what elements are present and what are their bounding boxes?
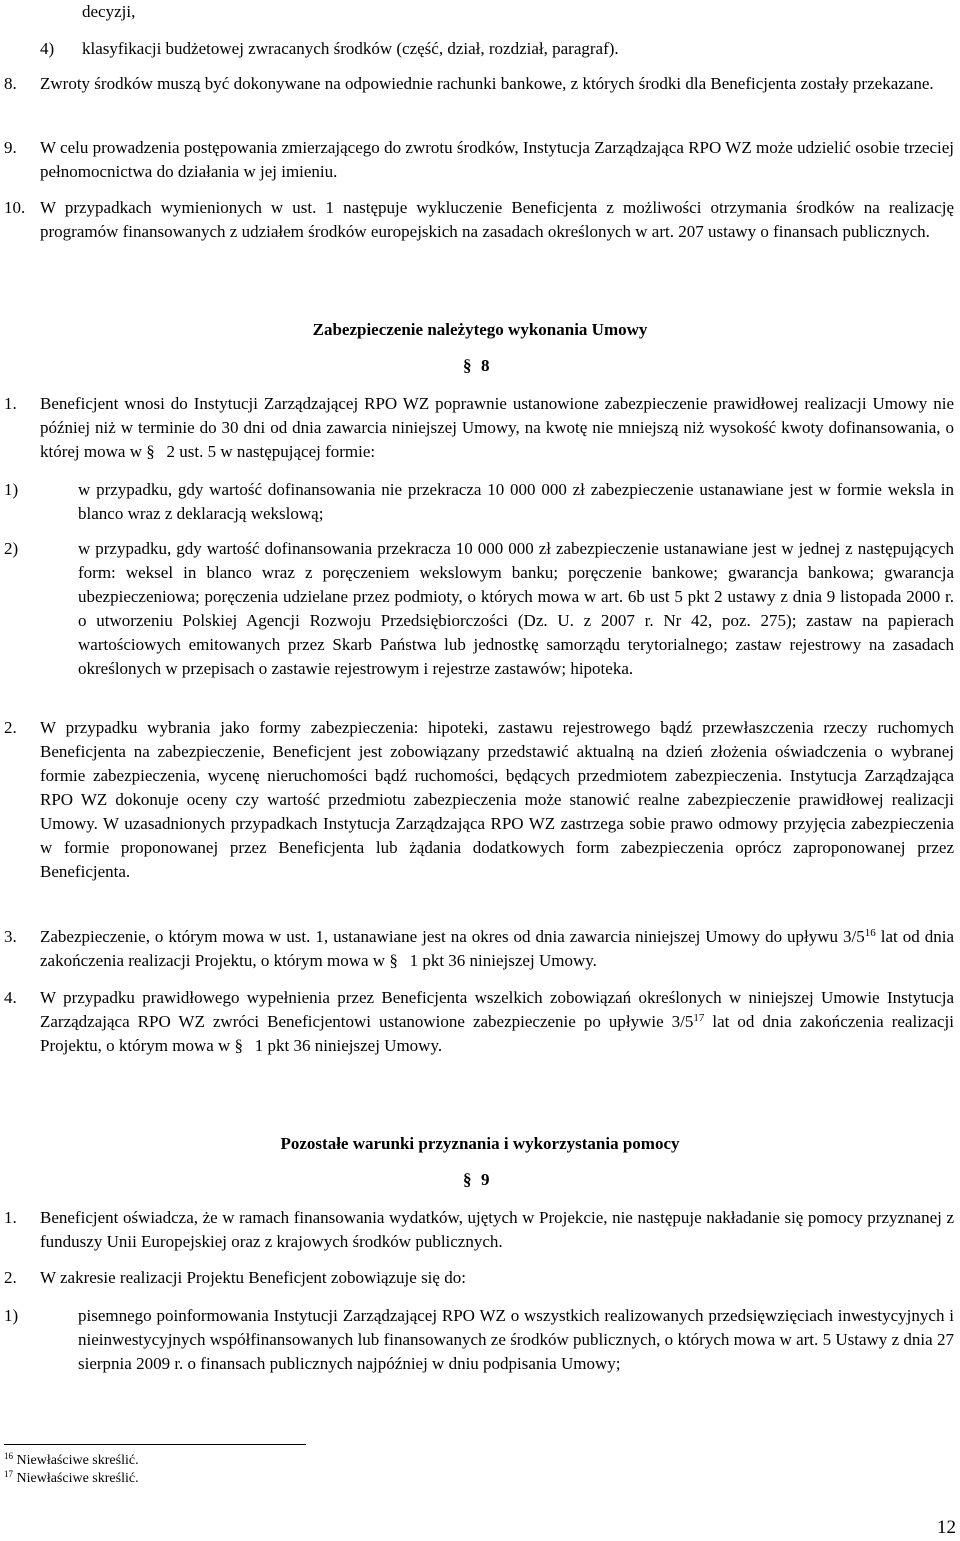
section-number-value: 8 — [481, 356, 490, 375]
point-number: 1. — [4, 1208, 17, 1227]
list-text: klasyfikacji budżetowej zwracanych środków (część, dział, rozdział, paragraf). — [82, 39, 619, 58]
point-number: 2. — [4, 1268, 17, 1287]
list-item-8 — [4, 72, 954, 96]
footnote-text: Niewłaściwe skreślić. — [16, 1471, 139, 1486]
list-item-4 — [40, 37, 942, 61]
list-number: 4) — [40, 39, 55, 58]
point-number: 3. — [4, 927, 17, 946]
footnote-separator — [4, 1444, 306, 1445]
list-number: 9. — [4, 138, 17, 157]
section-number-value: 9 — [481, 1170, 490, 1189]
subpoint-text: w przypadku, gdy wartość dofinansowania nie przekracza 10 000 000 zł zabezpieczenie ustanawiane jest w formie weksla in blanco wraz z deklaracją wekslową; — [78, 480, 954, 523]
section-number — [463, 354, 490, 378]
footnote-number: 16 — [4, 1451, 13, 1461]
paragraph-reference: 1 pkt 36 niniejszej Umowy. — [409, 951, 597, 970]
section-title: Pozostałe warunki przyznania i wykorzystania pomocy — [280, 1134, 680, 1153]
subpoint-number: 1) — [4, 480, 19, 499]
point-text: Zabezpieczenie, o którym mowa w ust. 1, ustanawiane jest na okres od dnia zawarcia niniejszej Umowy do upływu 3/5 — [40, 927, 865, 946]
footnote-reference: 17 — [693, 1012, 705, 1024]
section8-point-4 — [4, 986, 954, 1058]
paragraph-reference: 2 ust. 5 w następującej formie: — [166, 442, 376, 461]
section8-subpoint-2 — [4, 537, 954, 681]
list-text: W celu prowadzenia postępowania zmierzającego do zwrotu środków, Instytucja Zarządzająca RPO WZ może udzielić osobie trzeciej pełnomocnictwa do działania w jej imieniu. — [40, 138, 954, 181]
section9-point-1 — [4, 1206, 954, 1254]
point-text-continued: lat od dnia zakończenia realizacji Projektu, o którym mowa w — [40, 927, 955, 970]
point-number: 1. — [4, 394, 17, 413]
continuation-line: decyzji, — [82, 2, 136, 21]
point-text: W zakresie realizacji Projektu Beneficjent zobowiązuje się do: — [40, 1268, 466, 1287]
paragraph-symbol-icon: § — [234, 1036, 244, 1055]
list-item-10 — [4, 196, 954, 244]
section8-point-3 — [4, 925, 954, 973]
section8-point-2 — [4, 716, 954, 884]
point-text: W przypadku wybrania jako formy zabezpieczenia: hipoteki, zastawu rejestrowego bądź przewłaszczenia rzeczy ruchomych Beneficjenta na zabezpieczenie, Beneficjent jest zobowiązany przedstawić aktualną na dzień złożenia oświadczenia o wybranej formie zabezpieczenia, wycenę nieruchomości bądź ruchomości, będących przedmiotem zabezpieczenia. Instytucja Zarządzająca RPO WZ dokonuje oceny czy wartość przedmiotu zabezpieczenia może stanowić realne zabezpieczenie prawidłowej realizacji Umowy. W uzasadnionych przypadkach Instytucja Zarządzająca RPO WZ zastrzega sobie prawo odmowy przyjęcia zabezpieczenia w formie proponowanej przez Beneficjenta lub żądania dodatkowych form zabezpieczenia oprócz zaproponowanej przez Beneficjenta. — [40, 718, 954, 881]
list-text: Zwroty środków muszą być dokonywane na odpowiednie rachunki bankowe, z których środki dla Beneficjenta zostały przekazane. — [40, 74, 934, 93]
paragraph-symbol-icon: § — [146, 442, 155, 461]
footnote-16 — [4, 1452, 139, 1470]
section9-point-2 — [4, 1266, 954, 1290]
point-number: 4. — [4, 988, 17, 1007]
list-number: 10. — [4, 198, 26, 217]
footnote-number: 17 — [4, 1469, 13, 1479]
section-title: Zabezpieczenie należytego wykonania Umowy — [312, 320, 648, 339]
section8-subpoint-1 — [4, 478, 954, 526]
subpoint-text: pisemnego poinformowania Instytucji Zarządzającej RPO WZ o wszystkich realizowanych przedsięwzięciach inwestycyjnych i nieinwestycyjnych współfinansowanych lub finansowanych ze środków publicznych, o których mowa w art. 5 Ustawy z dnia 27 sierpnia 2009 r. o finansach publicznych najpóźniej w dniu podpisania Umowy; — [78, 1306, 954, 1373]
page-number: 12 — [937, 1517, 956, 1538]
subpoint-number: 2) — [4, 539, 19, 558]
subpoint-number: 1) — [4, 1306, 19, 1325]
section9-subpoint-1 — [4, 1304, 954, 1376]
subpoint-text: w przypadku, gdy wartość dofinansowania przekracza 10 000 000 zł zabezpieczenie ustanawiane jest w jednej z następujących form: weksel in blanco wraz z poręczeniem wekslowym banku; poręczenie bankowe; gwarancja bankowa; gwarancja ubezpieczeniowa; poręczenia udzielane przez podmioty, o których mowa w art. 6b ust 5 pkt 2 ustawy z dnia 9 listopada 2000 r. o utworzeniu Polskiej Agencji Rozwoju Przedsiębiorczości (Dz. U. z 2007 r. Nr 42, poz. 275); zastaw na papierach wartościowych emitowanych przez Skarb Państwa lub jednostkę samorządu terytorialnego; zastaw rejestrowy na zasadach określonych w przepisach o zastawie rejestrowym i rejestrze zastawów; hipoteka. — [78, 539, 954, 678]
point-text: Beneficjent oświadcza, że w ramach finansowania wydatków, ujętych w Projekcie, nie następuje nakładanie się pomocy przyznanej z funduszy Unii Europejskiej oraz z krajowych środków publicznych. — [40, 1208, 954, 1251]
continuation-text — [82, 0, 942, 24]
footnote-17 — [4, 1470, 139, 1488]
paragraph-reference: 1 pkt 36 niniejszej Umowy. — [254, 1036, 443, 1055]
list-number: 8. — [4, 74, 17, 93]
section8-point-1 — [4, 392, 954, 464]
section-number — [463, 1168, 490, 1192]
paragraph-symbol-icon: § — [463, 1170, 472, 1189]
point-text: W przypadku prawidłowego wypełnienia przez Beneficjenta wszelkich zobowiązań określonych w niniejszej Umowie Instytucja Zarządzająca RPO WZ zwróci Beneficjentowi ustanowione zabezpieczenie po upływie 3/5 — [40, 988, 954, 1031]
footnote-reference: 16 — [864, 927, 876, 939]
list-item-9 — [4, 136, 954, 184]
paragraph-symbol-icon: § — [463, 356, 472, 375]
footnote-text: Niewłaściwe skreślić. — [16, 1453, 139, 1468]
point-text: Beneficjent wnosi do Instytucji Zarządzającej RPO WZ poprawnie ustanowione zabezpieczenie prawidłowej realizacji Umowy nie później niż w terminie do 30 dni od dnia zawarcia niniejszej Umowy, na kwotę nie mniejszą niż wysokość kwoty dofinansowania, o której mowa w — [40, 394, 954, 461]
paragraph-symbol-icon: § — [389, 951, 398, 970]
point-text-continued: lat od dnia zakończenia realizacji Projektu, o którym mowa w — [40, 1012, 954, 1055]
point-number: 2. — [4, 718, 17, 737]
list-text: W przypadkach wymienionych w ust. 1 następuje wykluczenie Beneficjenta z możliwości otrzymania środków na realizację programów finansowanych z udziałem środków europejskich na zasadach określonych w art. 207 ustawy o finansach publicznych. — [40, 198, 954, 241]
